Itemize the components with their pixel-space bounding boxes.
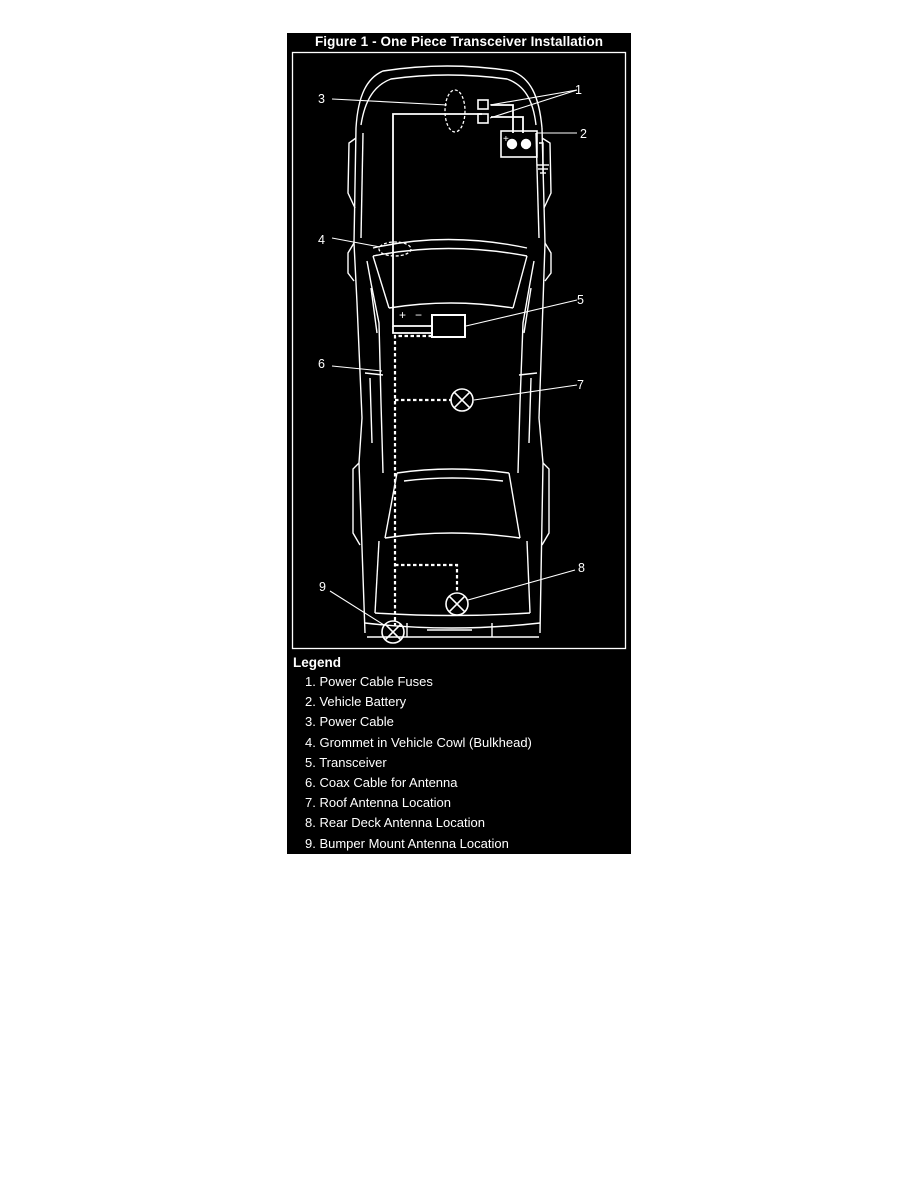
- fuse-2-icon: [478, 114, 488, 123]
- legend-item: 3. Power Cable: [305, 714, 394, 730]
- legend-item: 6. Coax Cable for Antenna: [305, 774, 458, 790]
- legend-item: 1. Power Cable Fuses: [305, 674, 433, 689]
- legend-item: 5. Transceiver: [305, 754, 387, 770]
- bumper-antenna-icon: [382, 621, 404, 643]
- car-outline: [348, 66, 551, 637]
- legend-item: 9. Bumper Mount Antenna Location: [305, 835, 509, 851]
- figure-panel: [287, 33, 631, 854]
- callout-3: 3: [318, 92, 325, 106]
- legend-list: [293, 672, 623, 854]
- callout-4: 4: [318, 233, 325, 247]
- legend-item: 4. Grommet in Vehicle Cowl (Bulkhead): [305, 734, 532, 750]
- rear-deck-antenna-icon: [446, 593, 468, 615]
- fuse-1-icon: [478, 100, 488, 109]
- coax-cable: [395, 336, 457, 629]
- callout-5: 5: [577, 293, 584, 307]
- legend-item: 8. Rear Deck Antenna Location: [305, 815, 485, 831]
- roof-antenna-icon: [451, 389, 473, 411]
- figure-title: Figure 1 - One Piece Transceiver Installation: [314, 34, 604, 49]
- battery-plus-sign: +: [503, 134, 509, 145]
- callout-9: 9: [319, 580, 326, 594]
- callout-8: 8: [578, 561, 585, 575]
- legend: [293, 654, 623, 854]
- leader-lines: [330, 90, 577, 625]
- power-cable-highlight: [445, 90, 465, 132]
- callout-7: 7: [577, 378, 584, 392]
- callout-1: 1: [575, 83, 582, 97]
- transceiver-minus-sign: −: [415, 308, 423, 322]
- transceiver-plus-sign: +: [399, 308, 407, 322]
- legend-item: 2. Vehicle Battery: [305, 694, 407, 710]
- callout-2: 2: [580, 127, 587, 141]
- diagram-border: [293, 53, 626, 649]
- callout-6: 6: [318, 357, 325, 371]
- transceiver-icon: [432, 315, 465, 337]
- legend-item: 7. Roof Antenna Location: [305, 795, 452, 811]
- legend-title: Legend: [293, 655, 342, 670]
- installation-diagram: [287, 33, 631, 654]
